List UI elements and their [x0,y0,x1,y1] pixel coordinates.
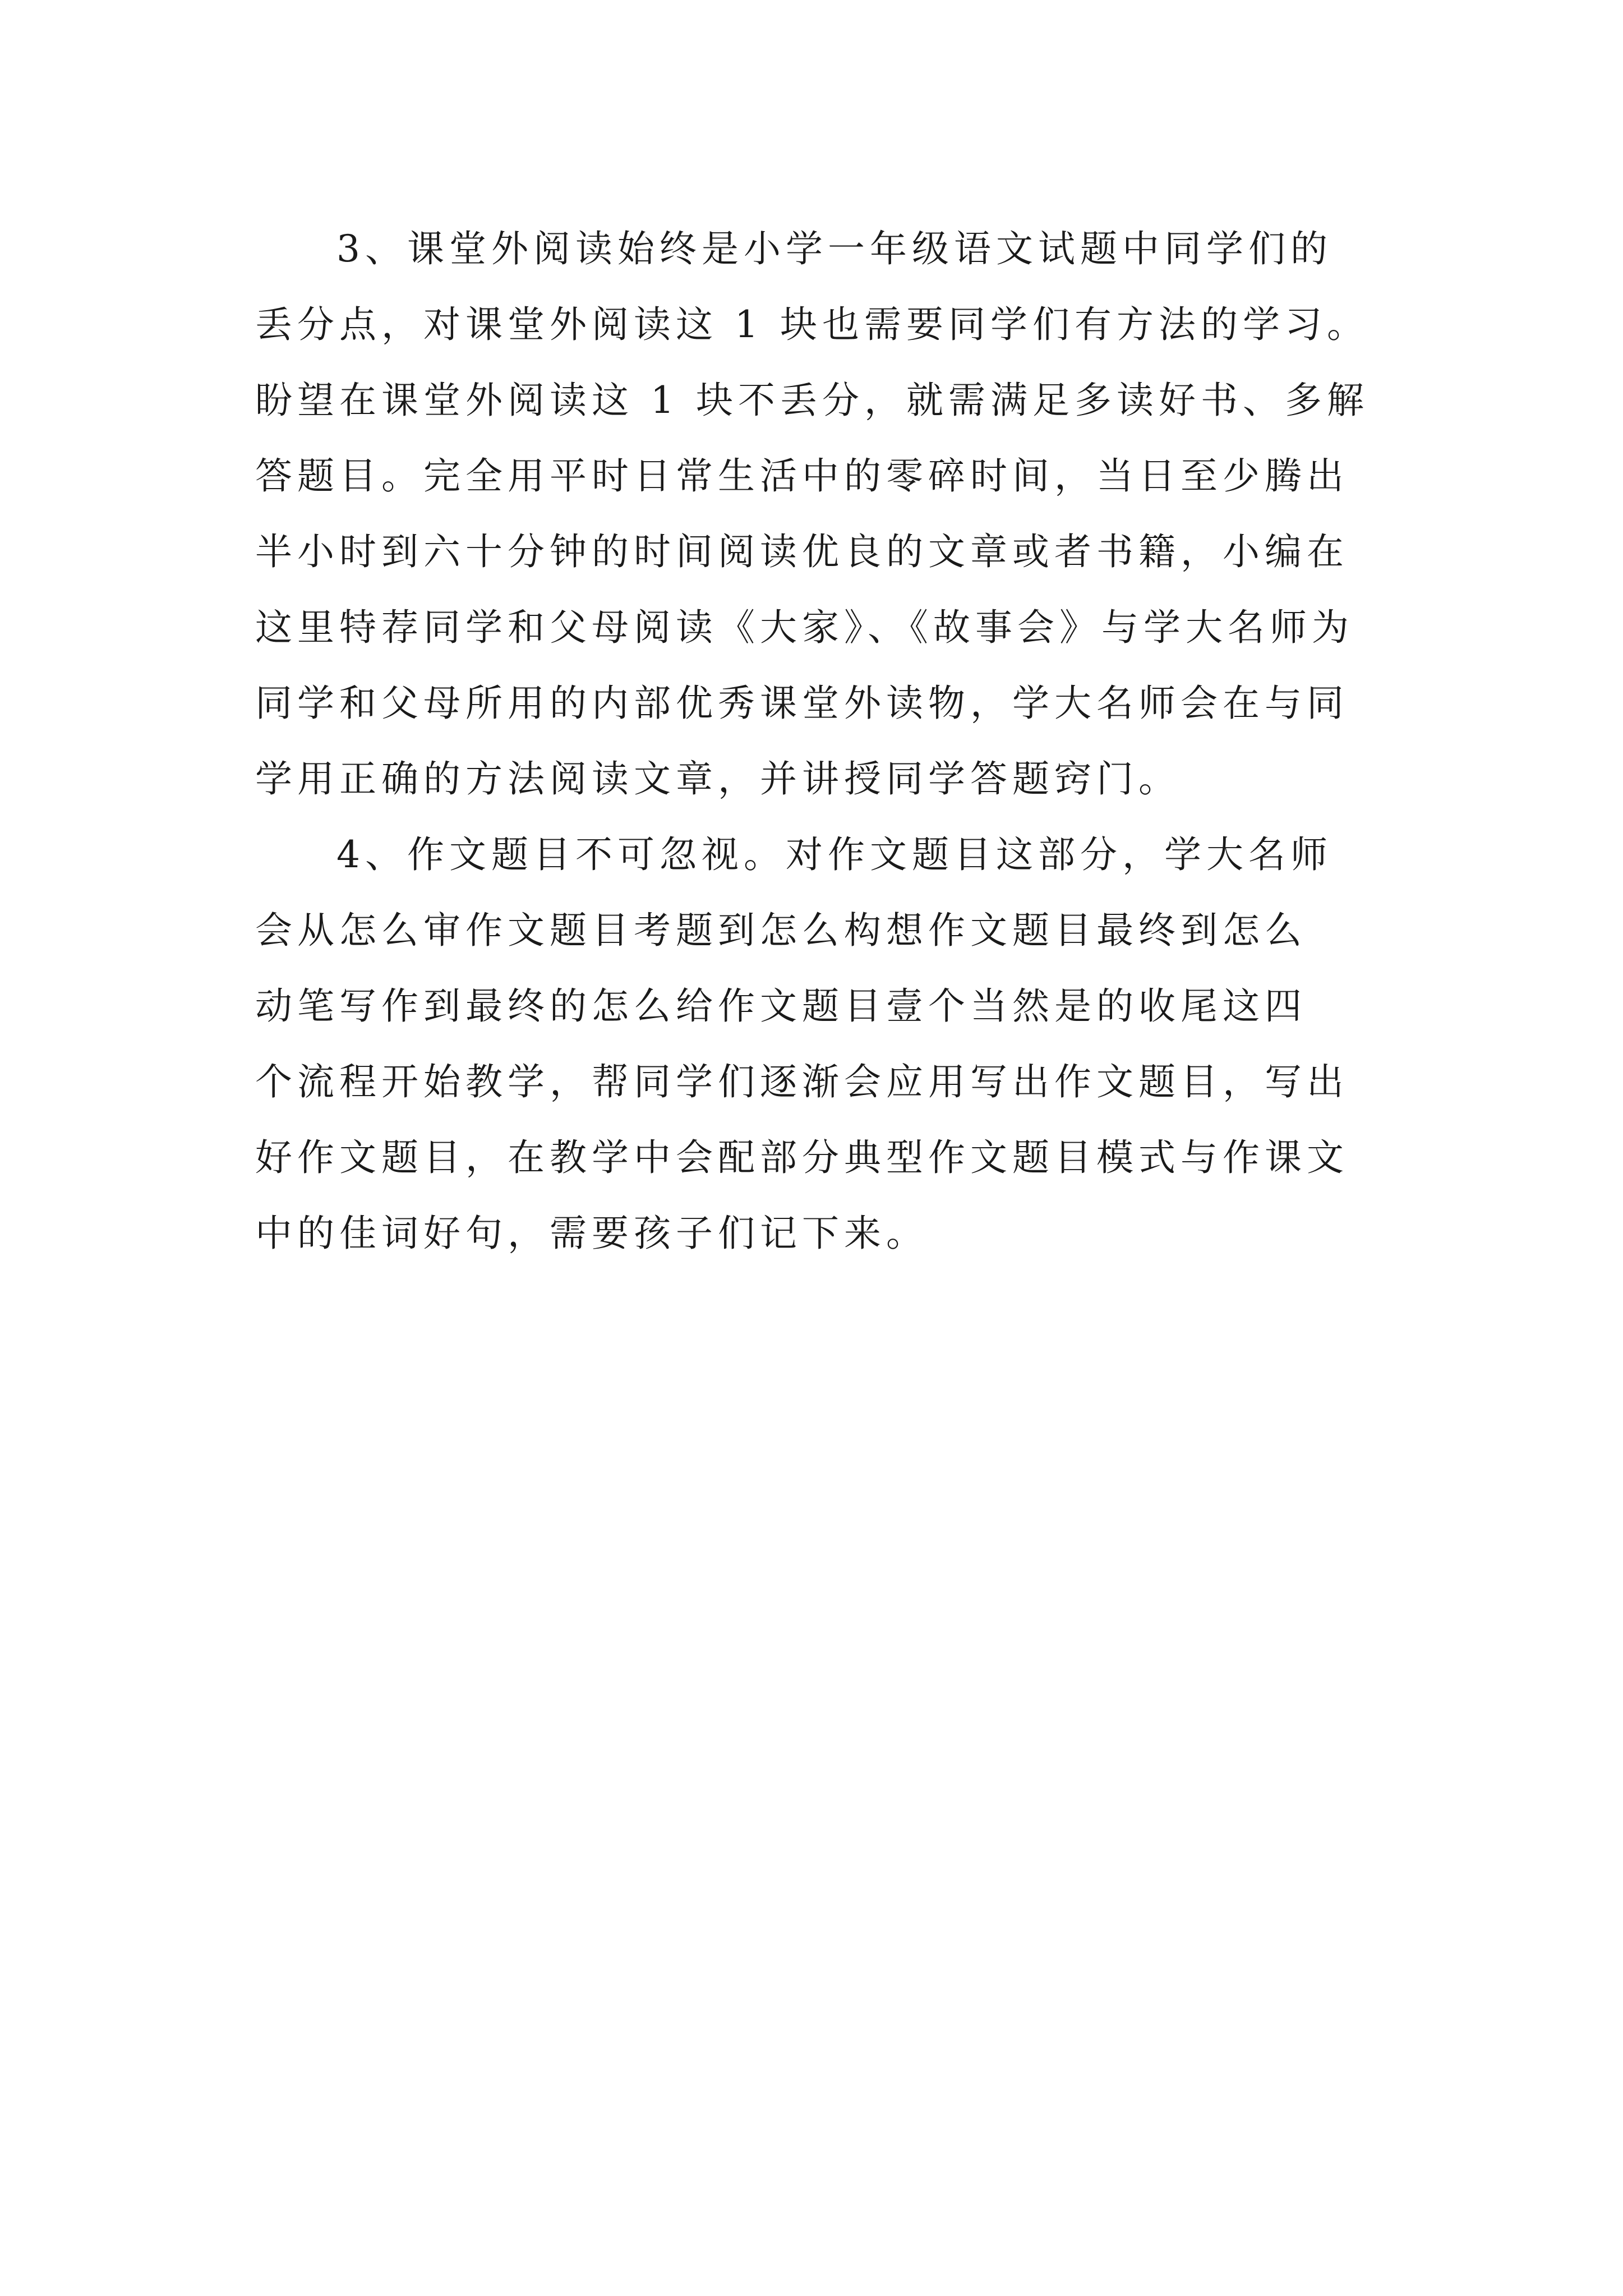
text-line: 盼望在课堂外阅读这 1 块不丢分，就需满足多读好书、多解 [255,379,1369,422]
text-line: 答题目。完全用平时日常生活中的零碎时间，当日至少腾出 [255,454,1349,498]
text-line: 丢分点，对课堂外阅读这 1 块也需要同学们有方法的学习。 [255,303,1369,346]
text-line: 半小时到六十分钟的时间阅读优良的文章或者书籍，小编在 [255,530,1349,573]
text-line: 3、课堂外阅读始终是小学一年级语文试题中同学们的 [336,227,1332,270]
text-line: 好作文题目，在教学中会配部分典型作文题目模式与作课文 [255,1136,1349,1179]
text-line: 动笔写作到最终的怎么给作文题目壹个当然是的收尾这四 [255,984,1307,1028]
paragraph-composition [255,817,1405,1271]
text-line: 同学和父母所用的内部优秀课堂外读物，学大名师会在与同 [255,682,1349,725]
text-line: 会从怎么审作文题目考题到怎么构想作文题目最终到怎么 [255,909,1307,952]
text-line: 个流程开始教学，帮同学们逐渐会应用写出作文题目，写出 [255,1060,1349,1103]
text-line: 4、作文题目不可忽视。对作文题目这部分，学大名师 [336,833,1332,876]
text-line: 中的佳词好句，需要孩子们记下来。 [255,1212,928,1255]
text-line: 这里特荐同学和父母阅读《大家》、《故事会》与学大名师为 [255,606,1354,649]
text-line: 学用正确的方法阅读文章，并讲授同学答题窍门。 [255,757,1181,800]
document-body [255,211,1405,1271]
paragraph-reading [255,211,1405,817]
